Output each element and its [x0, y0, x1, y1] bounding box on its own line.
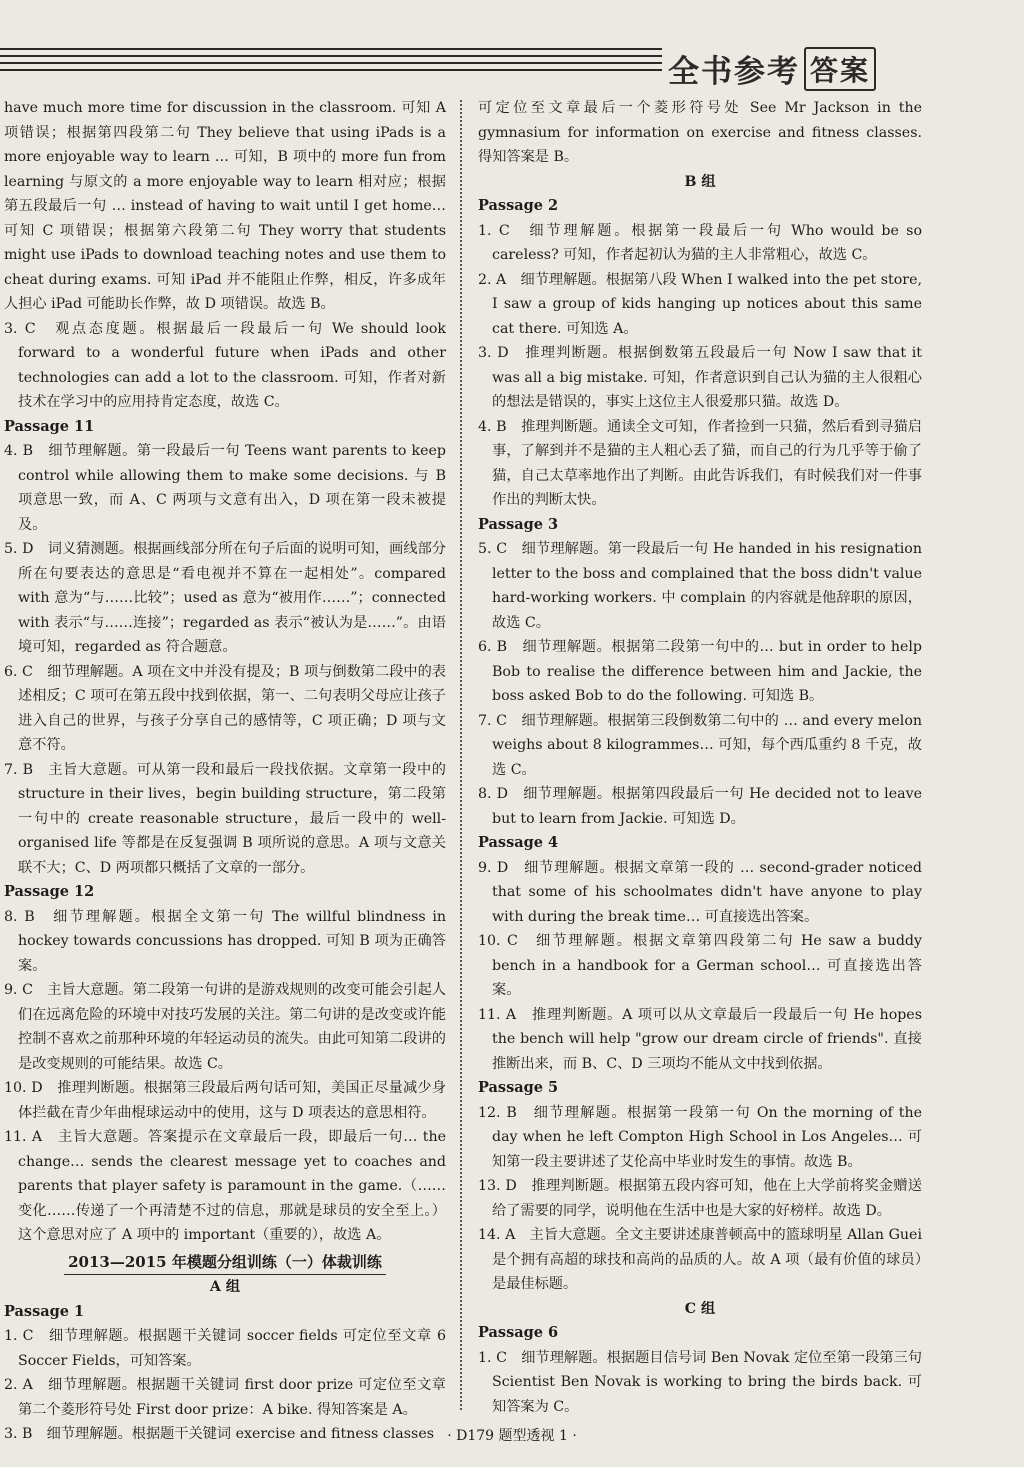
- answer-item: 11. A 推理判断题。A 项可以从文章最后一段最后一句 He hopes the bench will help "grow our dream circle of friends". 直接推断出来，而 B、C、D 三项均不能从文中找到依据。: [478, 1006, 922, 1072]
- section-title-wrap: [4, 1248, 446, 1276]
- answer-item: 2. A 细节理解题。根据第八段 When I walked into the pet store, I saw a group of kids hanging up notices about this same cat there. 可知选 A。: [478, 271, 922, 337]
- answer-item: 7. C 细节理解题。根据第三段倒数第二句中的 … and every melon weighs about 8 kilogrammes… 可知，每个西瓜重约 8 千克，故选 C。: [478, 712, 922, 778]
- answer-item: 11. A 主旨大意题。答案提示在文章最后一段，即最后一句… the change… sends the clearest message yet to coaches and parents that player safety is paramount in the game.（……变化……传递了一个再清楚不过的信息，那就是球员的安全至上。）这个意思对应了 A 项中的 important（重要的），故选 A。: [4, 1129, 446, 1243]
- group-heading: B 组: [684, 173, 716, 190]
- answer-item: 1. C 细节理解题。根据题干关键词 soccer fields 可定位至文章 6 Soccer Fields，可知答案。: [4, 1328, 446, 1369]
- column-divider: [460, 100, 462, 1410]
- answer-item: 8. B 细节理解题。根据全文第一句 The willful blindness in hockey towards concussions has dropped. 可知 B 项为正确答案。: [4, 908, 446, 974]
- section-title: 2013—2015 年模题分组训练（一）体裁训练: [64, 1250, 386, 1276]
- passage-heading: Passage 4: [478, 834, 559, 851]
- answer-item: 12. B 细节理解题。根据第一段第一句 On the morning of the day when he left Compton High School in Los Angeles… 可知第一段主要讲述了艾伦高中毕业时发生的事情。故选 B。: [478, 1104, 922, 1170]
- header-title: [668, 46, 876, 91]
- answer-item: 7. B 主旨大意题。可从第一段和最后一段找依据。文章第一段中的 structure in their lives，begin building structure，第二段第一句中的 create reasonable structure，最后一段中的 well-organised life 等都是在反复强调 B 项所说的意思。A 项与文意关联不大；C、D 两项都只概括了文章的一部分。: [4, 761, 446, 876]
- right-column: [478, 96, 922, 1419]
- passage-heading: Passage 6: [478, 1324, 559, 1341]
- left-column: [4, 96, 446, 1447]
- answer-item: 6. C 细节理解题。A 项在文中并没有提及；B 项与倒数第二段中的表述相反；C 项可在第五段中找到依据，第一、二句表明父母应让孩子进入自己的世界，与孩子分享自己的感情等，C 项正确；D 项与文意不符。: [4, 663, 446, 753]
- answer-item: 4. B 推理判断题。通读全文可知，作者捡到一只猫，然后看到寻猫启事，了解到并不是猫的主人粗心丢了猫，而自己的行为几乎等于偷了猫，自己太草率地作出了判断。由此告诉我们，有时候我们对一件事作出的判断太快。: [478, 418, 922, 508]
- answer-item: 8. D 细节理解题。根据第四段最后一句 He decided not to leave but to learn from Jackie. 可知选 D。: [478, 786, 922, 827]
- answer-item: 3. B 细节理解题。根据题干关键词 exercise and fitness classes: [4, 1426, 434, 1442]
- answer-item: 1. C 细节理解题。根据题目信号词 Ben Novak 定位至第一段第三句 Scientist Ben Novak is working to bring the birds back. 可知答案为 C。: [478, 1349, 922, 1415]
- passage-heading: Passage 12: [4, 883, 95, 900]
- passage-heading: Passage 1: [4, 1302, 85, 1320]
- answer-item: 13. D 推理判断题。根据第五段内容可知，他在上大学前将奖金赠送给了需要的同学，说明他在生活中也是大家的好榜样。故选 D。: [478, 1178, 922, 1219]
- header-title-box: 答案: [804, 47, 876, 91]
- passage-heading: Passage 5: [478, 1079, 559, 1096]
- answer-item: 5. C 细节理解题。第一段最后一句 He handed in his resignation letter to the boss and complained that the boss didn't value hard-working workers. 中 complain 的内容就是他辞职的原因，故选 C。: [478, 541, 922, 631]
- answer-item: 9. D 细节理解题。根据文章第一段的 … second-grader noticed that some of his schoolmates didn't have anyone to play with during the break time… 可直接选出答案。: [478, 859, 922, 925]
- group-heading: C 组: [684, 1300, 716, 1317]
- answer-paragraph: 可定位至文章最后一个菱形符号处 See Mr Jackson in the gymnasium for information on exercise and fitness classes. 得知答案是 B。: [478, 100, 922, 165]
- answer-item: 9. C 主旨大意题。第二段第一句讲的是游戏规则的改变可能会引起人们在远离危险的环境中对技巧发展的关注。第二句讲的是改变或许能控制不喜欢之前那种环境的年轻运动员的流失。由此可知第二段讲的是改变规则的可能结果。故选 C。: [4, 982, 446, 1072]
- passage-heading: Passage 3: [478, 515, 559, 533]
- answer-item: 5. D 词义猜测题。根据画线部分所在句子后面的说明可知，画线部分所在句要表达的意思是“看电视并不算在一起相处”。compared with 意为“与……比较”；used as 意为“被用作……”；connected with 表示“与……连接”；regarded as 表示“被认为是……”。由语境可知，regarded as 符合题意。: [4, 541, 446, 655]
- answer-item: 3. C 观点态度题。根据最后一段最后一句 We should look forward to a wonderful future when iPads and other technologies can add a lot to the classroom. 可知，作者对新技术在学习中的应用持肯定态度，故选 C。: [4, 320, 446, 410]
- header-title-text: 全书参考: [668, 54, 800, 90]
- page-footer: · D179 题型透视 1 ·: [447, 1428, 577, 1444]
- passage-heading: Passage 11: [4, 417, 95, 435]
- page-header: [0, 0, 1024, 95]
- answer-item: 3. D 推理判断题。根据倒数第五段最后一句 Now I saw that it was all a big mistake. 可知，作者意识到自己认为猫的主人很粗心的想法是错误的，事实上这位主人很爱那只猫。故选 D。: [478, 345, 922, 410]
- passage-heading: Passage 2: [478, 197, 559, 214]
- answer-item: 2. A 细节理解题。根据题干关键词 first door prize 可定位至文章第二个菱形符号处 First door prize：A bike. 得知答案是 A。: [4, 1377, 446, 1418]
- answer-item: 14. A 主旨大意题。全文主要讲述康普顿高中的篮球明星 Allan Guei 是个拥有高超的球技和高尚的品质的人。故 A 项（最有价值的球员）是最佳标题。: [478, 1227, 922, 1292]
- answer-item: 1. C 细节理解题。根据第一段最后一句 Who would be so careless? 可知，作者起初认为猫的主人非常粗心，故选 C。: [478, 222, 922, 263]
- answer-item: 10. D 推理判断题。根据第三段最后两句话可知，美国正尽量减少身体拦截在青少年曲棍球运动中的使用，这与 D 项表达的意思相符。: [4, 1080, 446, 1121]
- header-rule-lines: [0, 48, 662, 76]
- answer-paragraph: have much more time for discussion in the classroom. 可知 A 项错误；根据第四段第二句 They believe that using iPads is a more enjoyable way to learn … 可知，B 项中的 more fun from learning 与原文的 a more enjoyable way to learn 相对应；根据第五段最后一句 … instead of having to wait until I get home… 可知 C 项错误；根据第六段第二句 They worry that students might use iPads to download teaching notes and use them to cheat during exams. 可知 iPad 并不能阻止作弊，相反，许多成年人担心 iPad 可能助长作弊，故 D 项错误。故选 B。: [4, 100, 446, 312]
- answer-item: 10. C 细节理解题。根据文章第四段第二句 He saw a buddy bench in a handbook for a German school… 可直接选出答案。: [478, 933, 922, 998]
- answer-item: 4. B 细节理解题。第一段最后一句 Teens want parents to keep control while allowing them to make some decisions. 与 B 项意思一致，而 A、C 两项与文意有出入，D 项在第一段未被提及。: [4, 443, 446, 533]
- group-heading: A 组: [209, 1279, 241, 1295]
- answer-item: 6. B 细节理解题。根据第二段第一句中的… but in order to help Bob to realise the difference between him and Jackie, the boss asked Bob to do the following. 可知选 B。: [478, 639, 922, 704]
